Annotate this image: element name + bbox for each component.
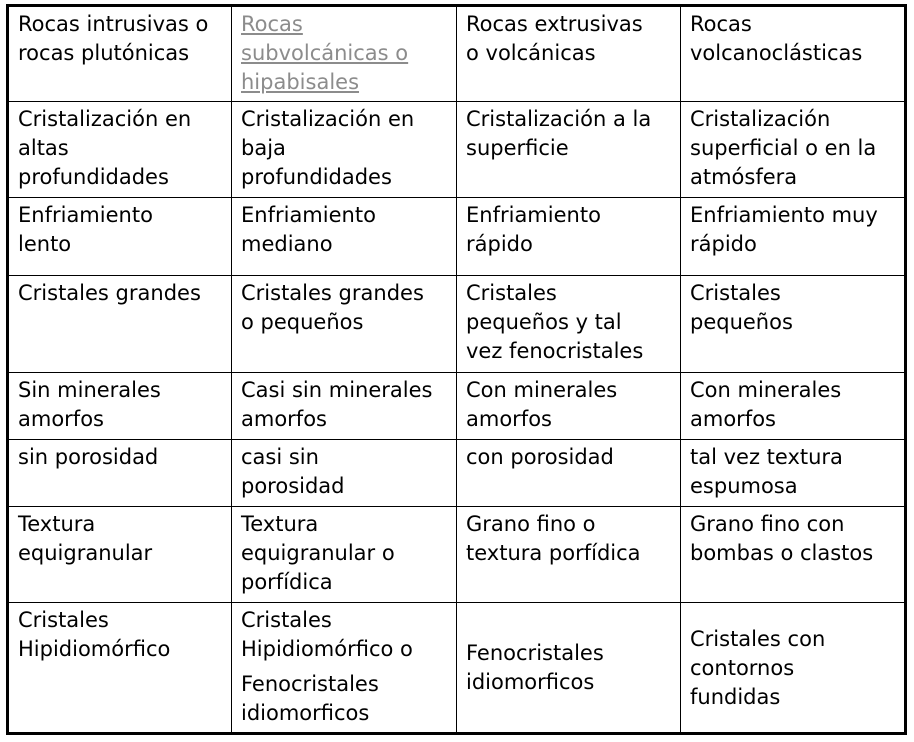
cell-text: Cristalización a la superficie (466, 107, 652, 160)
cell-text: casi sin porosidad (241, 445, 345, 498)
cell-text: sin porosidad (18, 445, 159, 469)
table-row (8, 507, 906, 603)
header-cell-extrusivas (457, 6, 681, 102)
table-row (8, 603, 906, 734)
table-cell (457, 603, 681, 734)
cell-text: Cristales grandes o pequeños (241, 281, 424, 334)
cell-text: Sin minerales amorfos (18, 378, 161, 431)
header-cell-volcanoclasticas (681, 6, 906, 102)
table-cell (232, 102, 457, 198)
cell-text: con porosidad (466, 445, 614, 469)
table-cell (8, 373, 232, 440)
table-cell (232, 507, 457, 603)
table-cell (681, 373, 906, 440)
header-row (8, 6, 906, 102)
header-cell-subvolcanicas[interactable] (232, 6, 457, 102)
table-cell (681, 603, 906, 734)
cell-text: Textura equigranular (18, 512, 153, 565)
cell-text: Cristalización en baja profundidades (241, 107, 415, 189)
cell-text: Enfriamiento mediano (241, 203, 376, 256)
table-cell (681, 440, 906, 507)
table-cell (8, 603, 232, 734)
cell-text: tal vez textura espumosa (690, 445, 843, 498)
header-cell-intrusivas (8, 6, 232, 102)
cell-text: Cristales Hipidiomórfico o (241, 608, 413, 661)
cell-text: Con minerales amorfos (466, 378, 618, 431)
table-row (8, 440, 906, 507)
cell-text: Fenocristales idiomorficos (466, 641, 604, 694)
header-intrusivas-text: Rocas intrusivas o rocas plutónicas (18, 12, 209, 65)
cell-text: Enfriamiento rápido (466, 203, 601, 256)
table-cell (8, 440, 232, 507)
table-cell (232, 440, 457, 507)
cell-text: Grano fino con bombas o clastos (690, 512, 874, 565)
table-cell (232, 373, 457, 440)
cell-text: Fenocristales idiomorficos (241, 672, 379, 725)
table-cell (457, 507, 681, 603)
table-cell (681, 102, 906, 198)
cell-text: Cristales pequeños (690, 281, 793, 334)
table-row (8, 102, 906, 198)
table-cell (681, 276, 906, 373)
cell-text: Cristalización superficial o en la atmósfera (690, 107, 877, 189)
table-cell (457, 373, 681, 440)
table-cell (681, 507, 906, 603)
table-cell (457, 440, 681, 507)
cell-text: Casi sin minerales amorfos (241, 378, 433, 431)
cell-text: Cristales pequeños y tal vez fenocristales (466, 281, 644, 363)
table-cell (8, 507, 232, 603)
header-volcanoclasticas-text: Rocas volcanoclásticas (690, 12, 863, 65)
table-row (8, 276, 906, 373)
cell-text: Cristales Hipidiomórfico (18, 608, 171, 661)
rock-classification-table (6, 4, 907, 735)
table-cell (232, 276, 457, 373)
table-cell (232, 198, 457, 276)
table-cell (457, 102, 681, 198)
cell-text: Grano fino o textura porfídica (466, 512, 641, 565)
cell-text: Cristalización en altas profundidades (18, 107, 192, 189)
table-cell (232, 603, 457, 734)
table-row (8, 373, 906, 440)
header-extrusivas-text: Rocas extrusivas o volcánicas (466, 12, 643, 65)
table-cell (681, 198, 906, 276)
table-cell (8, 198, 232, 276)
table-cell (457, 276, 681, 373)
header-subvolcanicas-link[interactable]: Rocas subvolcánicas o hipabisales (241, 12, 409, 94)
cell-text: Con minerales amorfos (690, 378, 842, 431)
table-cell (8, 102, 232, 198)
cell-text: Enfriamiento lento (18, 203, 153, 256)
cell-text: Textura equigranular o porfídica (241, 512, 395, 594)
cell-text: Cristales con contornos fundidas (690, 626, 826, 709)
table-cell (457, 198, 681, 276)
table-cell (8, 276, 232, 373)
cell-text: Cristales grandes (18, 281, 201, 305)
cell-text: Enfriamiento muy rápido (690, 203, 878, 256)
table-row (8, 198, 906, 276)
